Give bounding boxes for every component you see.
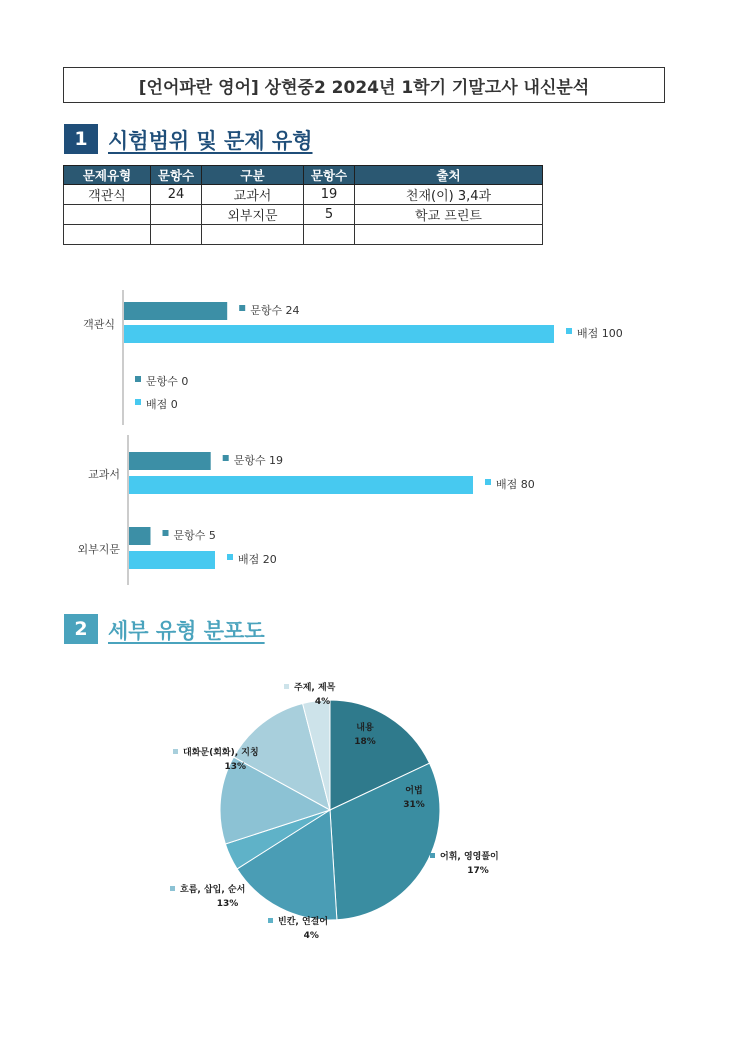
category-label: 외부지문: [77, 543, 120, 556]
slice-label: 주제, 제목: [294, 683, 336, 693]
bar-문항수: [124, 302, 227, 320]
table-cell: [304, 225, 355, 245]
table-cell: [64, 205, 151, 225]
section-2-heading: [64, 614, 265, 644]
bar-배점: [129, 551, 215, 569]
legend-key-icon: [566, 328, 572, 334]
legend-key-icon: [239, 305, 245, 311]
section-1-title: 시험범위 및 문제 유형: [108, 129, 313, 153]
table-cell: [151, 225, 202, 245]
section-1-heading: [64, 124, 313, 154]
legend-key-icon: [430, 853, 435, 858]
data-label: 배점 20: [238, 553, 277, 566]
slice-label: 어법: [405, 786, 423, 796]
legend-key-icon: [227, 554, 233, 560]
slice-percent: 13%: [224, 762, 247, 772]
slice-label: 빈칸, 연결어: [278, 917, 329, 927]
type-distribution-pie-chart: [0, 660, 743, 960]
section-2-number: 2: [64, 614, 98, 644]
legend-key-icon: [135, 376, 141, 382]
legend-key-icon: [223, 455, 229, 461]
slice-label: 대화문(회화), 지칭: [183, 748, 259, 758]
table-cell: 19: [304, 185, 355, 205]
data-label: 배점 80: [496, 478, 535, 491]
category-label: 객관식: [83, 318, 115, 331]
slice-label: 흐름, 삽입, 순서: [180, 885, 246, 895]
category-label: 교과서: [88, 468, 120, 481]
slice-percent: 18%: [354, 737, 376, 747]
table-cell: [355, 225, 543, 245]
table-cell: 24: [151, 185, 202, 205]
table-header-cell: 출처: [355, 166, 543, 185]
table-header-cell: 문제유형: [64, 166, 151, 185]
slice-percent: 4%: [303, 931, 319, 941]
slice-label: 내용: [356, 723, 374, 733]
slice-label: 어휘, 영영풀이: [440, 852, 499, 862]
legend-key-icon: [135, 399, 141, 405]
legend-key-icon: [485, 479, 491, 485]
table-cell: 객관식: [64, 185, 151, 205]
bar-문항수: [129, 527, 151, 545]
table-cell: [64, 225, 151, 245]
page-title: [언어파란 영어] 상현중2 2024년 1학기 기말고사 내신분석: [63, 67, 665, 103]
bar-문항수: [129, 452, 211, 470]
section-1-number: 1: [64, 124, 98, 154]
legend-key-icon: [173, 749, 178, 754]
table-cell: 외부지문: [202, 205, 304, 225]
table-cell: 5: [304, 205, 355, 225]
section-2-title: 세부 유형 분포도: [108, 619, 265, 643]
slice-percent: 4%: [314, 697, 331, 707]
legend-key-icon: [170, 886, 175, 891]
legend-key-icon: [268, 918, 273, 923]
table-header-cell: 문항수: [304, 166, 355, 185]
table-header-row: [64, 166, 543, 185]
data-label: 문항수 5: [173, 529, 216, 542]
legend-key-icon: [163, 530, 169, 536]
slice-percent: 17%: [467, 866, 489, 876]
exam-scope-table: [63, 165, 543, 245]
legend-key-icon: [284, 684, 289, 689]
type-bar-chart: [0, 280, 743, 430]
table-header-cell: 구분: [202, 166, 304, 185]
table-row: [64, 205, 543, 225]
table-cell: 학교 프린트: [355, 205, 543, 225]
table-cell: [202, 225, 304, 245]
table-cell: 교과서: [202, 185, 304, 205]
data-label: 문항수 0: [146, 375, 189, 388]
source-bar-chart: [0, 430, 743, 595]
table-row: [64, 225, 543, 245]
data-label: 배점 100: [577, 327, 623, 340]
bar-배점: [129, 476, 473, 494]
table-header-cell: 문항수: [151, 166, 202, 185]
data-label: 문항수 19: [233, 454, 284, 467]
table-cell: [151, 205, 202, 225]
table-cell: 천재(이) 3,4과: [355, 185, 543, 205]
slice-percent: 31%: [403, 800, 425, 810]
bar-배점: [124, 325, 554, 343]
table-row: [64, 185, 543, 205]
data-label: 문항수 24: [250, 304, 300, 317]
slice-percent: 13%: [216, 899, 239, 909]
data-label: 배점 0: [146, 398, 178, 411]
